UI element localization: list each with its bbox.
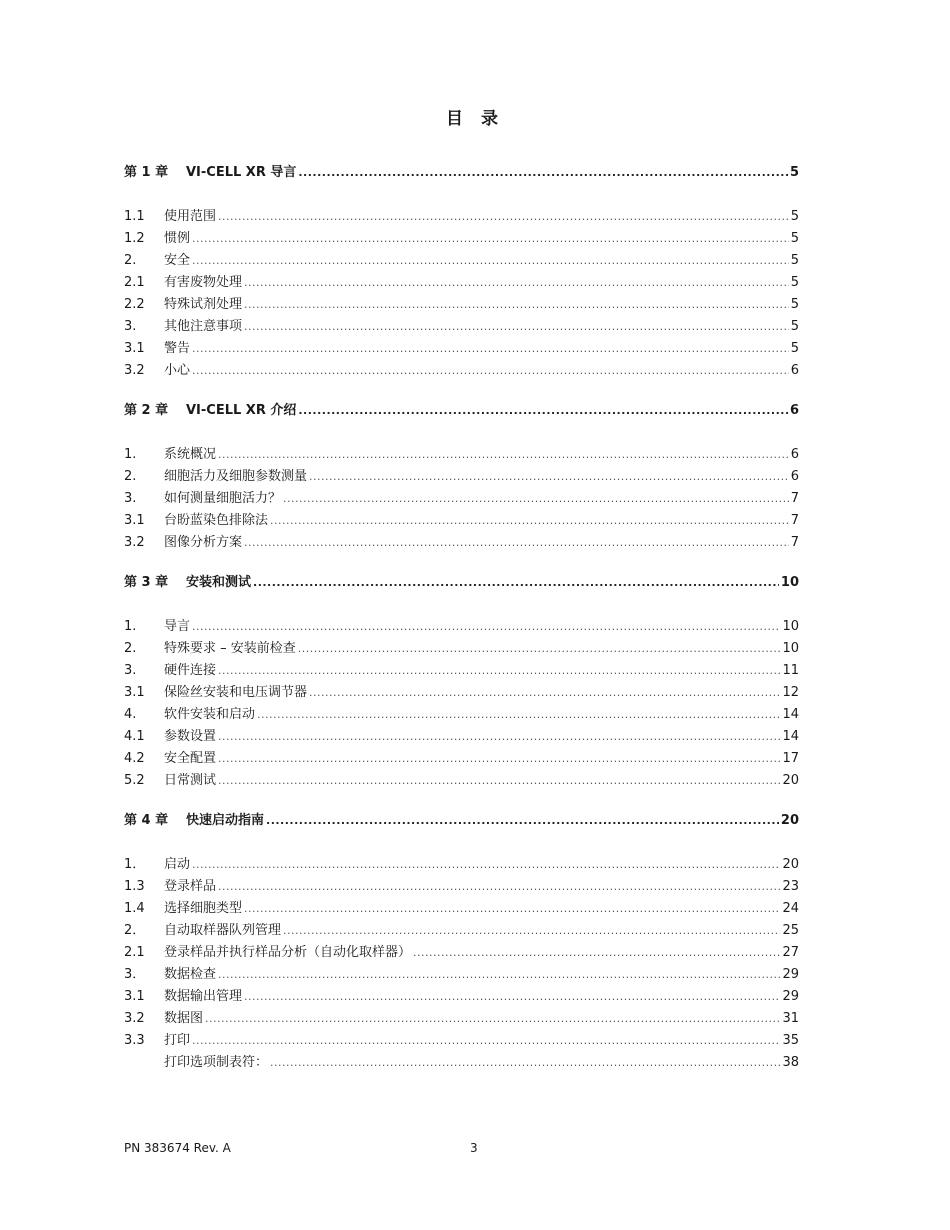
toc-entry[interactable] bbox=[124, 682, 799, 704]
entry-page: 29 bbox=[782, 967, 799, 982]
entry-label: 启动 bbox=[164, 857, 191, 872]
entry-number: 2.1 bbox=[124, 945, 145, 960]
entry-page: 5 bbox=[790, 341, 799, 356]
entry-page: 7 bbox=[790, 513, 799, 528]
dot-leader bbox=[218, 206, 789, 228]
chapter-number: 第 2 章 bbox=[124, 403, 169, 418]
entry-number: 3.1 bbox=[124, 685, 145, 700]
entry-label: 细胞活力及细胞参数测量 bbox=[164, 469, 308, 484]
entry-page: 23 bbox=[782, 879, 799, 894]
entry-number: 2. bbox=[124, 469, 137, 484]
toc-entry[interactable] bbox=[124, 510, 799, 532]
entry-number: 2. bbox=[124, 641, 137, 656]
entry-number: 1.2 bbox=[124, 231, 145, 246]
entry-number: 2. bbox=[124, 253, 137, 268]
entry-number: 3． bbox=[124, 967, 146, 982]
entry-number: 3.1 bbox=[124, 341, 145, 356]
toc-chapter-3[interactable] bbox=[124, 572, 799, 594]
entry-label: 软件安装和启动 bbox=[164, 707, 256, 722]
dot-leader bbox=[309, 682, 780, 704]
entry-page: 5 bbox=[790, 297, 799, 312]
entry-page: 6 bbox=[790, 447, 799, 462]
dot-leader bbox=[244, 294, 789, 316]
entry-number: 1.4 bbox=[124, 901, 145, 916]
footer-page-number: 3 bbox=[470, 1141, 478, 1155]
dot-leader bbox=[218, 748, 780, 770]
chapter-number: 第 3 章 bbox=[124, 575, 169, 590]
entry-label: 自动取样器队列管理 bbox=[164, 923, 282, 938]
entry-label: 登录样品 bbox=[164, 879, 217, 894]
entry-page: 20 bbox=[782, 773, 799, 788]
toc-entry[interactable] bbox=[124, 488, 799, 510]
entry-number: 5.2 bbox=[124, 773, 145, 788]
entry-page: 14 bbox=[782, 707, 799, 722]
toc-entry[interactable] bbox=[124, 228, 799, 250]
entry-label: 安全 bbox=[164, 253, 191, 268]
entry-page: 29 bbox=[782, 989, 799, 1004]
entry-number: 3.3 bbox=[124, 1033, 145, 1048]
dot-leader bbox=[309, 466, 789, 488]
document-title: 目 录 bbox=[446, 109, 504, 129]
dot-leader bbox=[205, 1008, 780, 1030]
chapter-title: 安装和测试 bbox=[186, 575, 252, 590]
dot-leader bbox=[298, 638, 781, 660]
table-of-contents bbox=[124, 162, 799, 1074]
entry-page: 6 bbox=[790, 469, 799, 484]
dot-leader bbox=[218, 770, 780, 792]
entry-number: 3.1 bbox=[124, 989, 145, 1004]
entry-number: 4.2 bbox=[124, 751, 145, 766]
entry-page: 6 bbox=[790, 363, 799, 378]
entry-number: 4.1 bbox=[124, 729, 145, 744]
toc-chapter-4[interactable] bbox=[124, 810, 799, 832]
entry-page: 31 bbox=[782, 1011, 799, 1026]
entry-page: 11 bbox=[782, 663, 799, 678]
entry-page: 5 bbox=[790, 275, 799, 290]
entry-label: 警告 bbox=[164, 341, 191, 356]
entry-page: 17 bbox=[782, 751, 799, 766]
entry-label: 日常测试 bbox=[164, 773, 217, 788]
entry-number: 1． bbox=[124, 857, 146, 872]
entry-number: 1.3 bbox=[124, 879, 145, 894]
entry-page: 5 bbox=[790, 209, 799, 224]
entry-page: 24 bbox=[782, 901, 799, 916]
entry-page: 38 bbox=[782, 1055, 799, 1070]
dot-leader bbox=[192, 1030, 780, 1052]
dot-leader bbox=[244, 986, 780, 1008]
entry-page: 14 bbox=[782, 729, 799, 744]
dot-leader bbox=[244, 316, 789, 338]
chapter-number: 第 4 章 bbox=[124, 813, 169, 828]
toc-entry[interactable] bbox=[124, 898, 799, 920]
toc-entry[interactable] bbox=[124, 316, 799, 338]
entry-page: 5 bbox=[790, 231, 799, 246]
entry-number: 1. bbox=[124, 447, 137, 462]
entry-label: 特殊试剂处理 bbox=[164, 297, 243, 312]
dot-leader bbox=[218, 876, 780, 898]
entry-number: 3. bbox=[124, 491, 137, 506]
entry-label: 图像分析方案 bbox=[164, 535, 243, 550]
entry-label: 参数设置 bbox=[164, 729, 217, 744]
entry-number: 2.2 bbox=[124, 297, 145, 312]
dot-leader bbox=[283, 488, 789, 510]
dot-leader bbox=[192, 360, 789, 382]
toc-entry[interactable] bbox=[124, 1030, 799, 1052]
dot-leader bbox=[244, 532, 789, 554]
toc-chapter-2[interactable] bbox=[124, 400, 799, 422]
chapter-page: 10 bbox=[780, 575, 799, 590]
entry-label: 打印选项制表符： bbox=[164, 1055, 269, 1070]
dot-leader bbox=[257, 704, 780, 726]
dot-leader bbox=[270, 1052, 780, 1074]
entry-label: 登录样品并执行样品分析（自动化取样器） bbox=[164, 945, 412, 960]
entry-label: 安全配置 bbox=[164, 751, 217, 766]
entry-page: 20 bbox=[782, 857, 799, 872]
dot-leader bbox=[244, 272, 789, 294]
entry-number: 1.1 bbox=[124, 209, 145, 224]
dot-leader bbox=[413, 942, 780, 964]
toc-entry[interactable] bbox=[124, 748, 799, 770]
entry-number: 1. bbox=[124, 619, 137, 634]
dot-leader bbox=[266, 810, 779, 832]
entry-label: 小心 bbox=[164, 363, 191, 378]
toc-entry[interactable] bbox=[124, 704, 799, 726]
entry-number: 3. bbox=[124, 319, 137, 334]
toc-entry[interactable] bbox=[124, 1052, 799, 1074]
toc-entry[interactable] bbox=[124, 986, 799, 1008]
entry-label: 数据输出管理 bbox=[164, 989, 243, 1004]
toc-entry[interactable] bbox=[124, 206, 799, 228]
entry-label: 选择细胞类型 bbox=[164, 901, 243, 916]
toc-entry[interactable] bbox=[124, 638, 799, 660]
dot-leader bbox=[270, 510, 789, 532]
dot-leader bbox=[218, 726, 780, 748]
toc-entry[interactable] bbox=[124, 854, 799, 876]
entry-label: 系统概况 bbox=[164, 447, 217, 462]
entry-label: 打印 bbox=[164, 1033, 191, 1048]
dot-leader bbox=[298, 162, 788, 184]
entry-page: 25 bbox=[782, 923, 799, 938]
dot-leader bbox=[218, 660, 780, 682]
toc-entry[interactable] bbox=[124, 616, 799, 638]
entry-page: 5 bbox=[790, 319, 799, 334]
chapter-title: VI-CELL XR 介绍 bbox=[186, 403, 297, 418]
toc-entry[interactable] bbox=[124, 660, 799, 682]
toc-entry[interactable] bbox=[124, 294, 799, 316]
toc-entry[interactable] bbox=[124, 360, 799, 382]
chapter-page: 20 bbox=[780, 813, 799, 828]
entry-label: 硬件连接 bbox=[164, 663, 217, 678]
dot-leader bbox=[192, 854, 780, 876]
chapter-title: 快速启动指南 bbox=[186, 813, 265, 828]
chapter-page: 6 bbox=[789, 403, 799, 418]
toc-entry[interactable] bbox=[124, 466, 799, 488]
entry-label: 特殊要求 – 安装前检查 bbox=[164, 641, 296, 656]
dot-leader bbox=[218, 444, 789, 466]
toc-chapter-1[interactable] bbox=[124, 162, 799, 184]
entry-page: 7 bbox=[790, 491, 799, 506]
entry-label: 数据图 bbox=[164, 1011, 204, 1026]
toc-entry[interactable] bbox=[124, 444, 799, 466]
toc-entry[interactable] bbox=[124, 942, 799, 964]
entry-page: 35 bbox=[782, 1033, 799, 1048]
entry-label: 如何测量细胞活力？ bbox=[164, 491, 282, 506]
entry-number: 3.1 bbox=[124, 513, 145, 528]
toc-entry[interactable] bbox=[124, 250, 799, 272]
entry-number: 3. bbox=[124, 663, 137, 678]
dot-leader bbox=[192, 228, 789, 250]
entry-page: 5 bbox=[790, 253, 799, 268]
toc-entry[interactable] bbox=[124, 338, 799, 360]
toc-entry[interactable] bbox=[124, 532, 799, 554]
entry-page: 10 bbox=[782, 641, 799, 656]
entry-label: 数据检查 bbox=[164, 967, 217, 982]
dot-leader bbox=[253, 572, 779, 594]
entry-label: 其他注意事项 bbox=[164, 319, 243, 334]
entry-number: 2． bbox=[124, 923, 146, 938]
chapter-title: VI-CELL XR 导言 bbox=[186, 165, 297, 180]
toc-entry[interactable] bbox=[124, 726, 799, 748]
entry-number: 3.2 bbox=[124, 363, 145, 378]
dot-leader bbox=[192, 250, 789, 272]
entry-number: 4. bbox=[124, 707, 137, 722]
entry-page: 10 bbox=[782, 619, 799, 634]
entry-label: 使用范围 bbox=[164, 209, 217, 224]
dot-leader bbox=[298, 400, 788, 422]
entry-label: 导言 bbox=[164, 619, 191, 634]
entry-label: 有害废物处理 bbox=[164, 275, 243, 290]
dot-leader bbox=[192, 616, 780, 638]
entry-number: 3.2 bbox=[124, 535, 145, 550]
entry-page: 12 bbox=[782, 685, 799, 700]
chapter-number: 第 1 章 bbox=[124, 165, 169, 180]
entry-number: 3.2 bbox=[124, 1011, 145, 1026]
footer-part-number: PN 383674 Rev. A bbox=[124, 1141, 231, 1155]
toc-entry[interactable] bbox=[124, 1008, 799, 1030]
entry-number: 2.1 bbox=[124, 275, 145, 290]
entry-label: 保险丝安装和电压调节器 bbox=[164, 685, 308, 700]
entry-label: 惯例 bbox=[164, 231, 191, 246]
dot-leader bbox=[283, 920, 780, 942]
dot-leader bbox=[192, 338, 789, 360]
entry-page: 27 bbox=[782, 945, 799, 960]
entry-page: 7 bbox=[790, 535, 799, 550]
toc-entry[interactable] bbox=[124, 964, 799, 986]
dot-leader bbox=[244, 898, 780, 920]
toc-entry[interactable] bbox=[124, 272, 799, 294]
entry-label: 台盼蓝染色排除法 bbox=[164, 513, 269, 528]
chapter-page: 5 bbox=[789, 165, 799, 180]
toc-entry[interactable] bbox=[124, 770, 799, 792]
toc-entry[interactable] bbox=[124, 876, 799, 898]
dot-leader bbox=[218, 964, 780, 986]
toc-entry[interactable] bbox=[124, 920, 799, 942]
